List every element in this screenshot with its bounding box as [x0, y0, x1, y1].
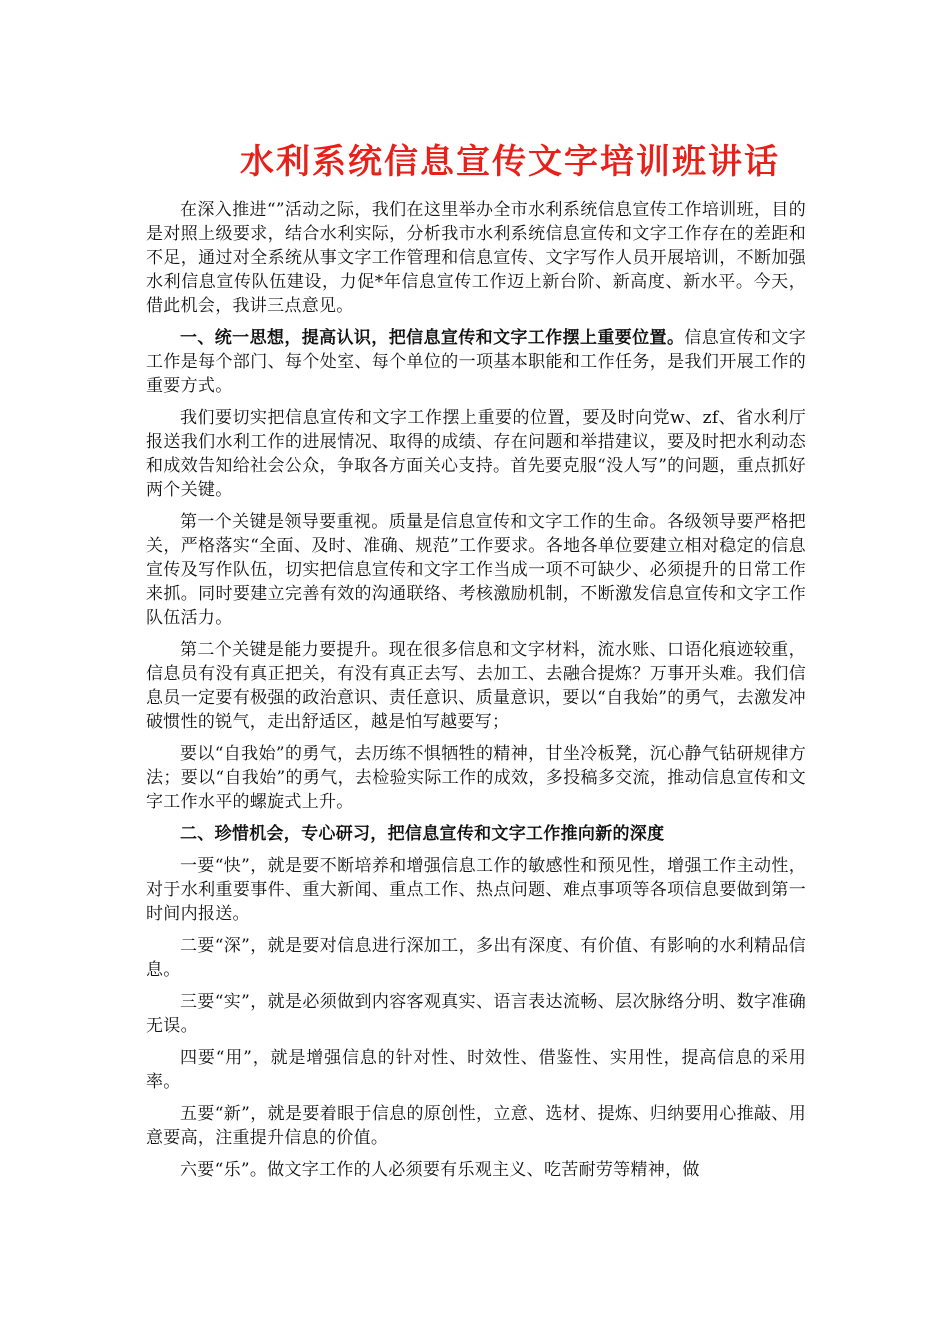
paragraph-4: 第二个关键是能力要提升。现在很多信息和文字材料，流水账、口语化痕迹较重，信息员有没有真正把关，有没有真正去写、去加工、去融合提炼？万事开头难。我们信息员一定要有极强的政治意识、责任意识、质量意识，要以“自我始”的勇气，去激发冲破惯性的锐气，走出舒适区，越是怕写越要写； [146, 640, 806, 732]
paragraph-11: 六要“乐”。做文字工作的人必须要有乐观主义、吃苦耐劳等精神，做 [180, 1160, 700, 1180]
paragraph-10: 五要“新”，就是要着眼于信息的原创性，立意、选材、提炼、归纳要用心推敲、用意要高，注重提升信息的价值。 [146, 1104, 806, 1148]
intro-paragraph: 在深入推进“”活动之际，我们在这里举办全市水利系统信息宣传工作培训班，目的是对照上级要求，结合水利实际，分析我市水利系统信息宣传和文字工作存在的差距和不足，通过对全系统从事文字工作管理和信息宣传、文字写作人员开展培训，不断加强水利信息宣传队伍建设，力促*年信息宣传工作迈上新台阶、新高度、新水平。今天，借此机会，我讲三点意见。 [146, 200, 806, 316]
paragraph-6: 一要“快”，就是要不断培养和增强信息工作的敏感性和预见性，增强工作主动性，对于水利重要事件、重大新闻、重点工作、热点问题、难点事项等各项信息要做到第一时间内报送。 [146, 856, 806, 924]
paragraph-3: 第一个关键是领导要重视。质量是信息宣传和文字工作的生命。各级领导要严格把关，严格落实“全面、及时、准确、规范”工作要求。各地各单位要建立相对稳定的信息宣传及写作队伍，切实把信息宣传和文字工作当成一项不可缺少、必须提升的日常工作来抓。同时要建立完善有效的沟通联络、考核激励机制，不断激发信息宣传和文字工作队伍活力。 [146, 512, 806, 628]
paragraph-8: 三要“实”，就是必须做到内容客观真实、语言表达流畅、层次脉络分明、数字准确无误。 [146, 992, 806, 1036]
document-title: 水利系统信息宣传文字培训班讲话 [240, 142, 780, 182]
document-page [146, 138, 806, 1190]
section-2-heading: 二、珍惜机会，专心研习，把信息宣传和文字工作推向新的深度 [180, 824, 665, 844]
section-1-text: 信息宣传和文字工作是每个部门、每个处室、每个单位的一项基本职能和工作任务，是我们开展工作的重要方式。 [146, 328, 806, 396]
section-1-paragraph [146, 326, 806, 398]
section-1-heading: 一、统一思想，提高认识，把信息宣传和文字工作摆上重要位置。 [180, 328, 685, 348]
paragraph-7: 二要“深”，就是要对信息进行深加工，多出有深度、有价值、有影响的水利精品信息。 [146, 936, 806, 980]
paragraph-5: 要以“自我始”的勇气，去历练不惧牺牲的精神，甘坐冷板凳，沉心静气钻研规律方法；要以“自我始”的勇气，去检验实际工作的成效，多投稿多交流，推动信息宣传和文字工作水平的螺旋式上升。 [146, 744, 806, 812]
paragraph-2: 我们要切实把信息宣传和文字工作摆上重要的位置，要及时向党w、zf、省水利厅报送我们水利工作的进展情况、取得的成绩、存在问题和举措建议，要及时把水利动态和成效告知给社会公众，争取各方面关心支持。首先要克服“没人写”的问题，重点抓好两个关键。 [146, 408, 806, 500]
paragraph-9: 四要“用”，就是增强信息的针对性、时效性、借鉴性、实用性，提高信息的采用率。 [146, 1048, 806, 1092]
